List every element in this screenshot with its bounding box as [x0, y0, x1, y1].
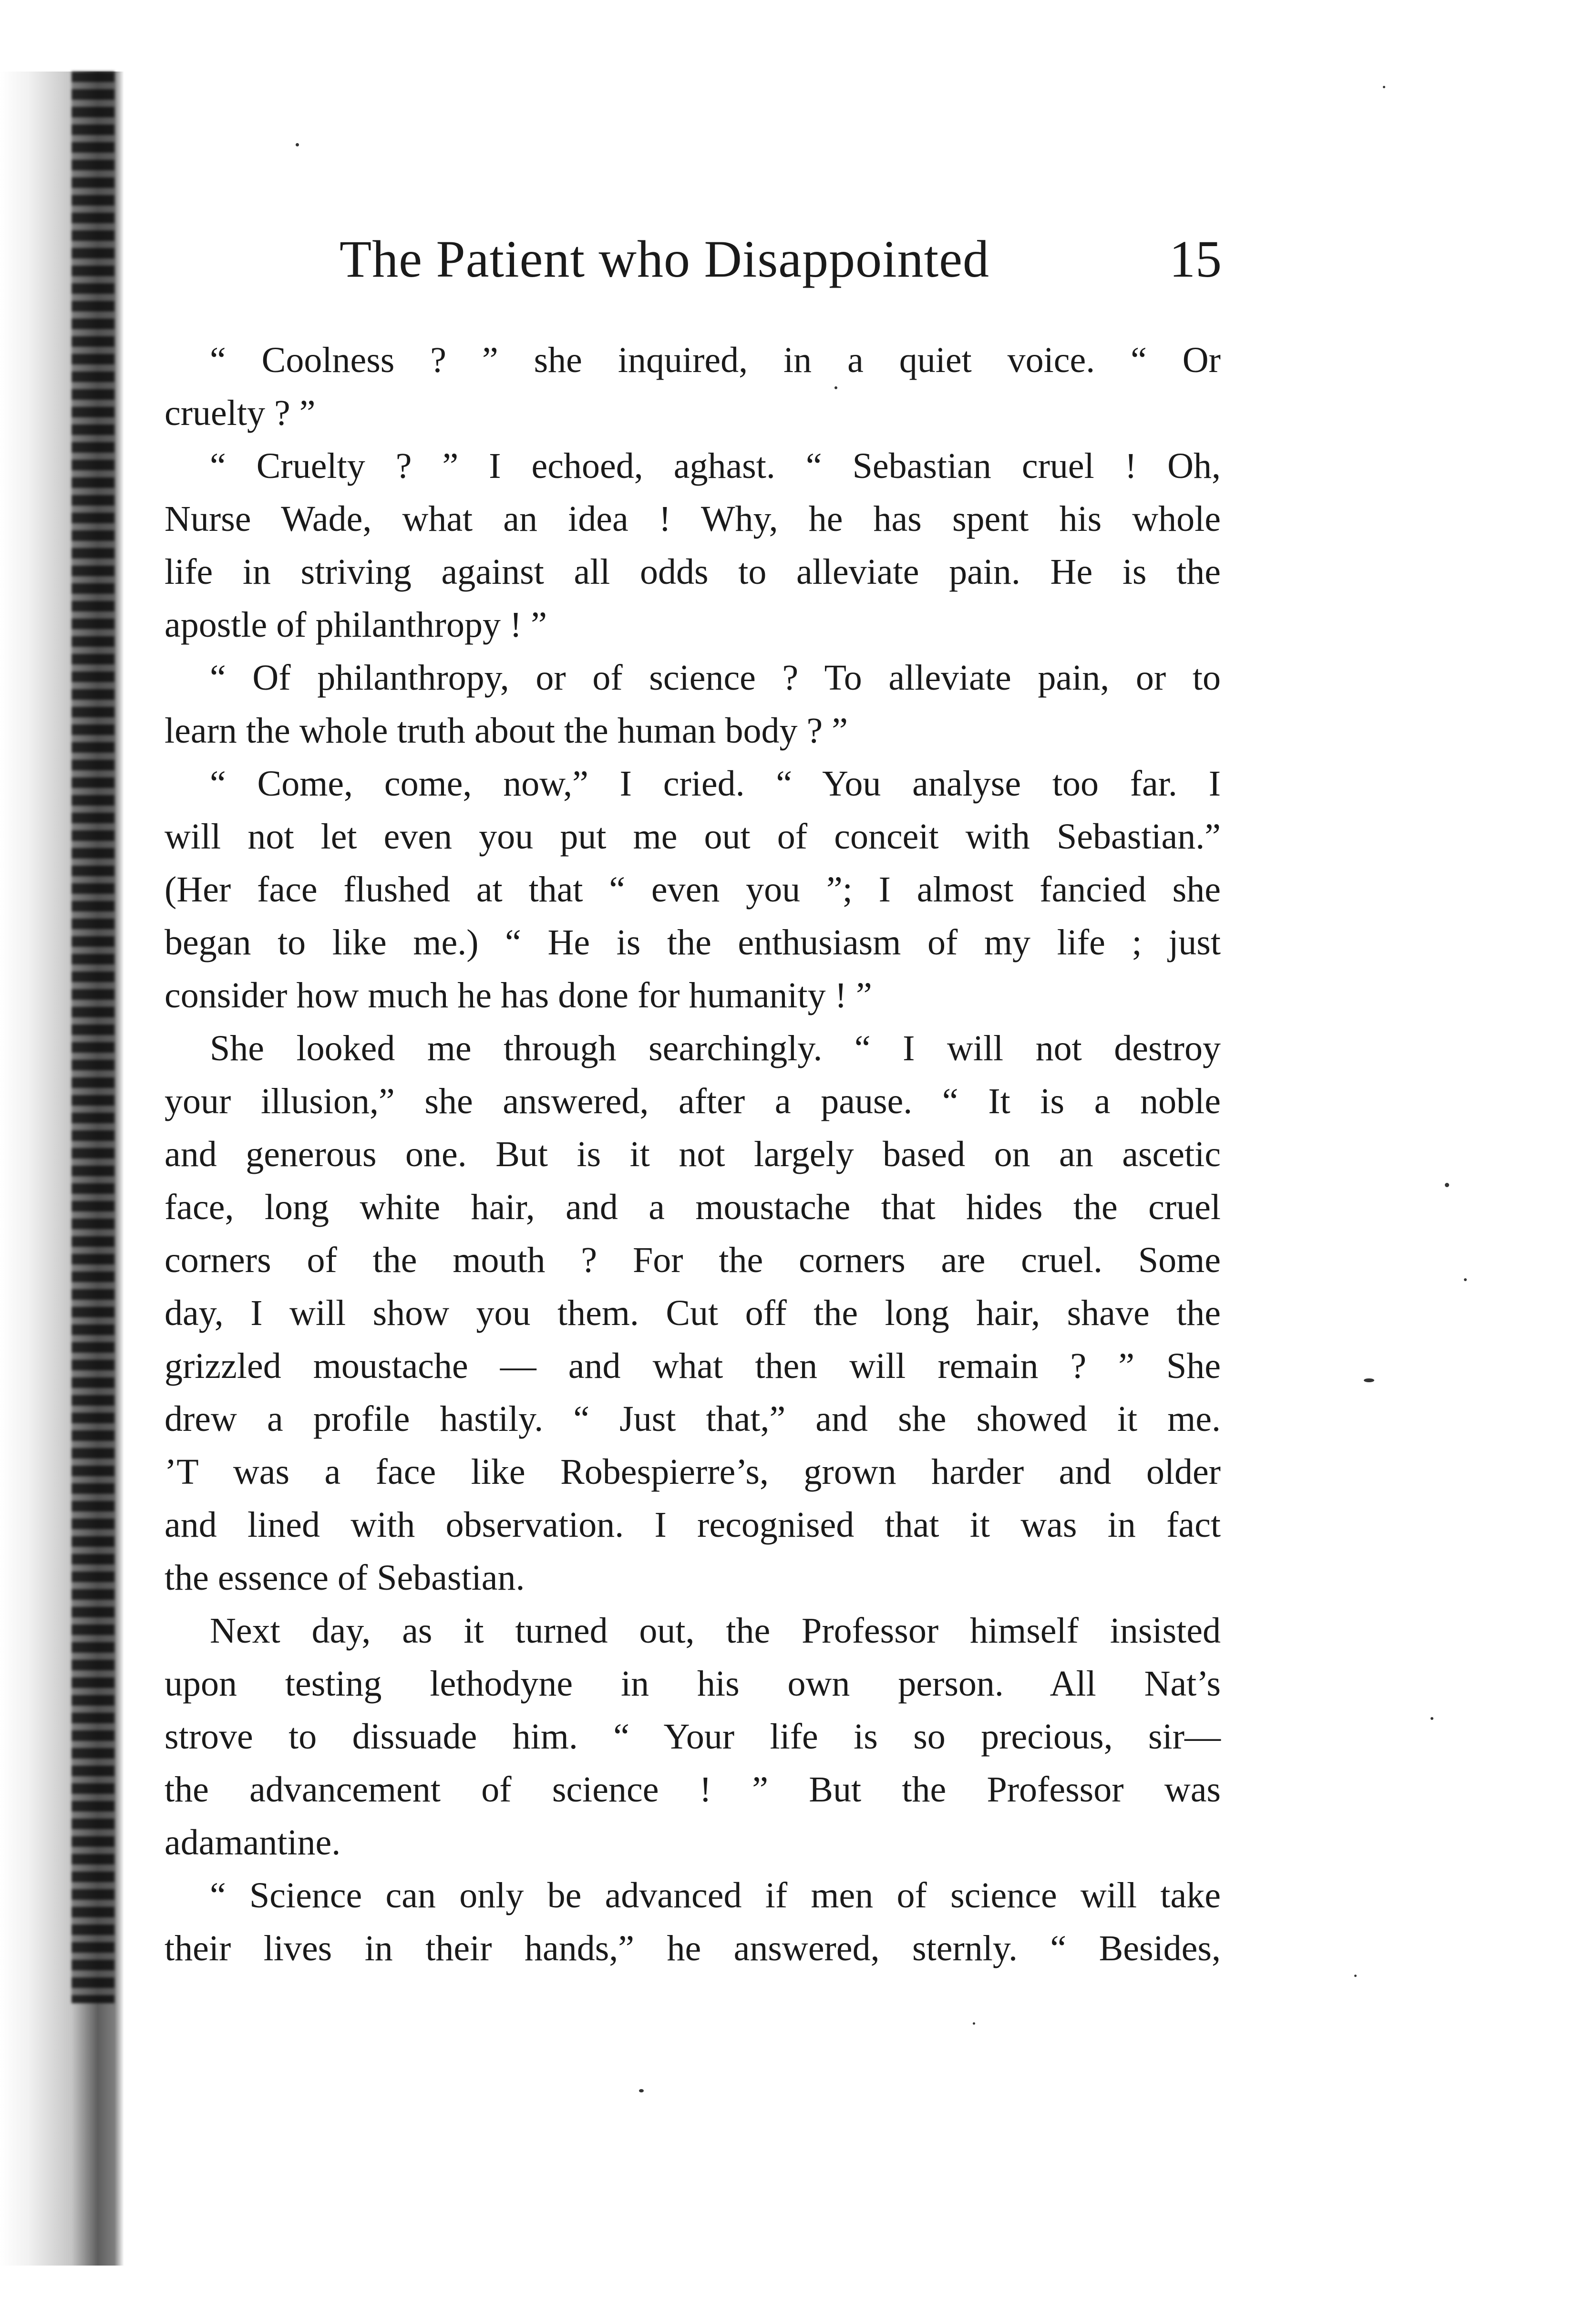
text-line: upon testing lethodyne in his own person. All Nat’s: [165, 1664, 1221, 1704]
text-line: drew a profile hastily. “ Just that,” and she showed it me.: [165, 1399, 1221, 1439]
text-line: cruelty ? ”: [165, 393, 316, 433]
text-line: began to like me.) “ He is the enthusiasm of my life ; just: [165, 922, 1221, 963]
text-line: “ Coolness ? ” she inquired, in a quiet voice. “ Or: [210, 340, 1221, 380]
text-line: Next day, as it turned out, the Professor himself insisted: [210, 1611, 1221, 1651]
running-title: The Patient who Disappointed: [340, 230, 990, 288]
text-line: the essence of Sebastian.: [165, 1558, 525, 1598]
text-line: learn the whole truth about the human body ? ”: [165, 711, 848, 751]
text-line: apostle of philanthropy ! ”: [165, 605, 547, 645]
text-line: consider how much he has done for humanity ! ”: [165, 975, 872, 1015]
text-line: strove to dissuade him. “ Your life is so precious, sir—: [165, 1717, 1221, 1757]
text-line: will not let even you put me out of conceit with Sebastian.”: [165, 817, 1221, 857]
page-header: [340, 229, 1222, 291]
text-line: grizzled moustache — and what then will remain ? ” She: [165, 1346, 1221, 1386]
text-line: and generous one. But is it not largely based on an ascetic: [165, 1134, 1221, 1174]
text-line: “ Of philanthropy, or of science ? To alleviate pain, or to: [210, 658, 1221, 698]
page-number: 15: [1169, 230, 1222, 288]
body-text: [165, 334, 1221, 1975]
binding-edge: [72, 72, 114, 2003]
text-line: adamantine.: [165, 1822, 341, 1863]
text-line: their lives in their hands,” he answered, sternly. “ Besides,: [165, 1928, 1221, 1968]
text-line: ’T was a face like Robespierre’s, grown harder and older: [165, 1452, 1221, 1492]
text-line: corners of the mouth ? For the corners are cruel. Some: [165, 1240, 1221, 1280]
text-line: face, long white hair, and a moustache that hides the cruel: [165, 1187, 1221, 1227]
text-line: (Her face flushed at that “ even you ”; I almost fancied she: [165, 869, 1221, 910]
text-line: your illusion,” she answered, after a pause. “ It is a noble: [165, 1081, 1221, 1121]
text-line: Nurse Wade, what an idea ! Why, he has spent his whole: [165, 499, 1221, 539]
text-line: “ Science can only be advanced if men of science will take: [210, 1875, 1221, 1915]
text-line: “ Cruelty ? ” I echoed, aghast. “ Sebastian cruel ! Oh,: [210, 446, 1221, 486]
text-line: life in striving against all odds to alleviate pain. He is the: [165, 552, 1221, 592]
text-line: day, I will show you them. Cut off the long hair, shave the: [165, 1293, 1221, 1333]
text-line: She looked me through searchingly. “ I will not destroy: [210, 1028, 1221, 1068]
text-line: and lined with observation. I recognised that it was in fact: [165, 1505, 1221, 1545]
text-line: the advancement of science ! ” But the Professor was: [165, 1770, 1221, 1810]
text-line: “ Come, come, now,” I cried. “ You analyse too far. I: [210, 764, 1221, 804]
